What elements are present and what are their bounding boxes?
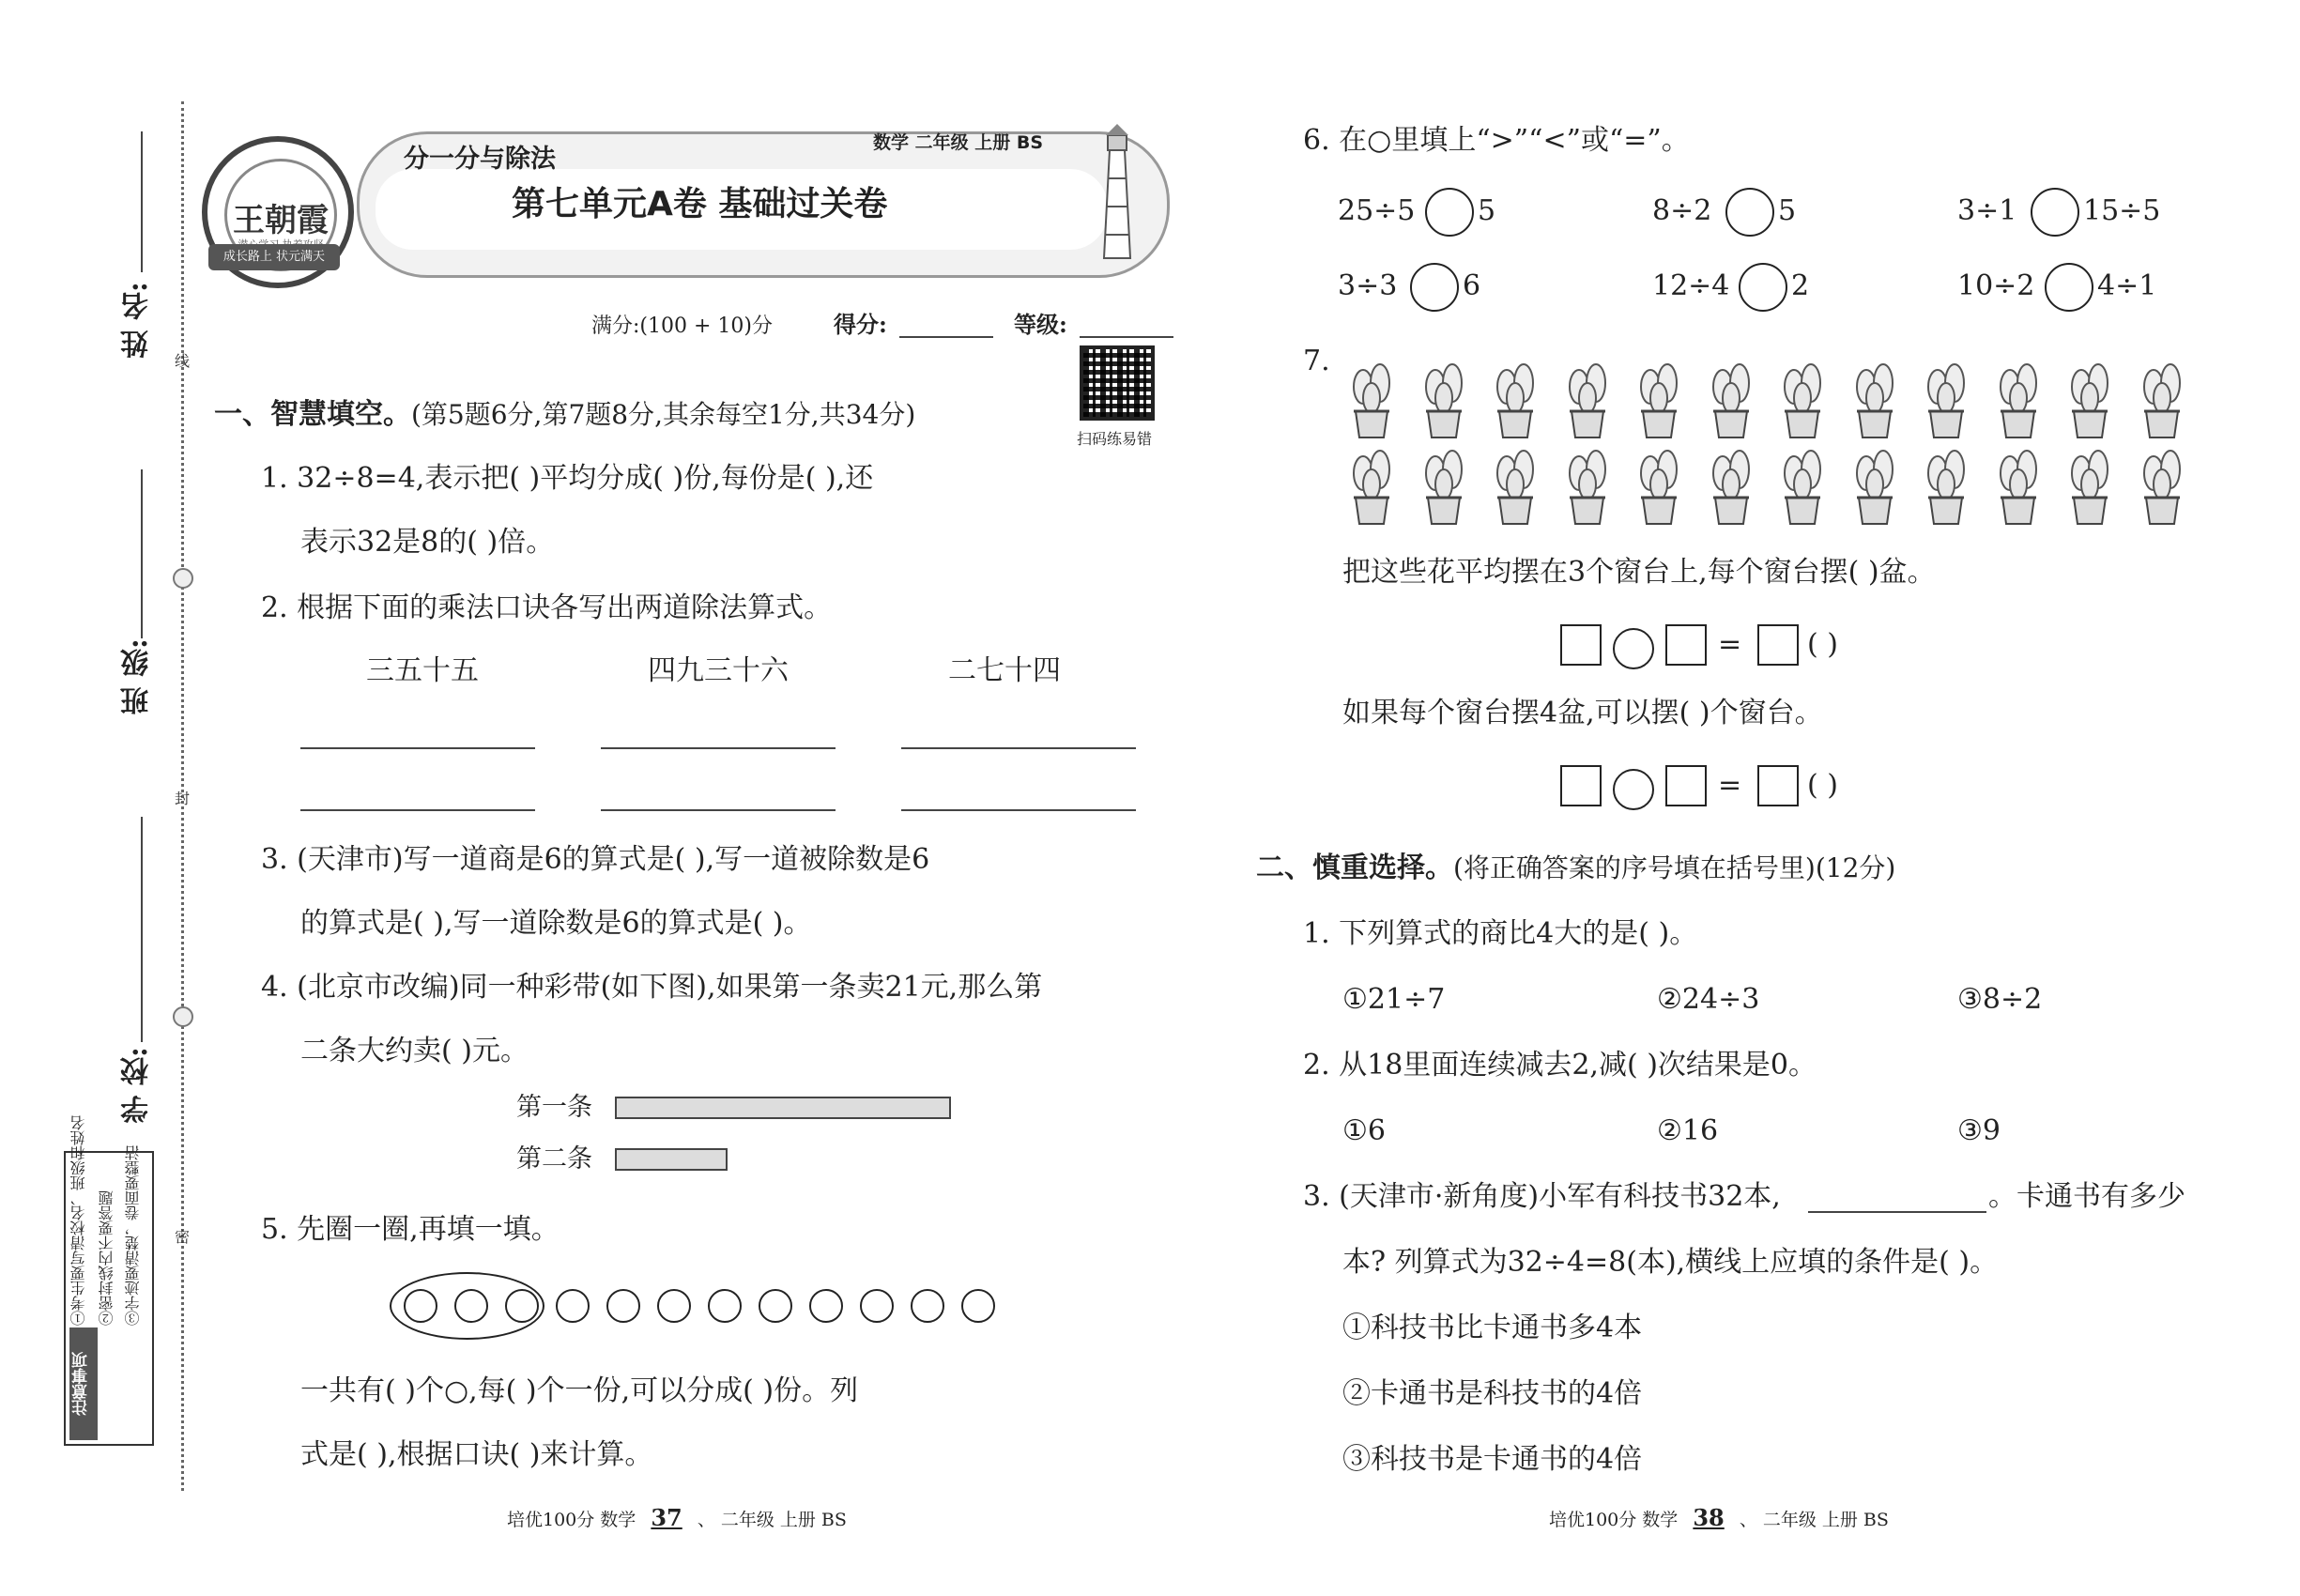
page-number-left: 37 [651, 1504, 682, 1531]
q6-r1-a-left: 25÷5 [1338, 194, 1416, 227]
answer-box[interactable] [1757, 624, 1799, 666]
s2-q1-opt2[interactable]: ②24÷3 [1657, 983, 1760, 1016]
cactus-pot-icon [1632, 443, 1686, 528]
section2-note: (将正确答案的序号填在括号里)(12分) [1453, 852, 1896, 883]
cut-mark-line: 线 [175, 352, 191, 370]
count-circle [505, 1289, 539, 1323]
s2-q1-opt3[interactable]: ③8÷2 [1957, 983, 2043, 1016]
q2-answer-line[interactable] [901, 809, 1136, 811]
q6-r2-b-right: 2 [1791, 269, 1810, 302]
binding-hole-icon [173, 1006, 193, 1027]
name-label: 姓 名: [121, 282, 154, 359]
equals-sign: = [1718, 769, 1742, 802]
equals-sign: = [1718, 628, 1742, 661]
cactus-pot-icon [1775, 443, 1830, 528]
count-circle [556, 1289, 590, 1323]
note-2: ②密封线内不要答题 [98, 1190, 115, 1326]
count-circle [860, 1289, 894, 1323]
notes-box [64, 1115, 154, 1446]
operator-circle[interactable] [1613, 628, 1654, 669]
s2-q1-opt1[interactable]: ①21÷7 [1342, 983, 1446, 1016]
ribbon2-label: 第二条 [516, 1144, 592, 1174]
note-1: ①考生要写清校名、班级和姓名 [69, 1115, 87, 1326]
s2-q3-line-a: 3. (天津市·新角度)小军有科技书32本, [1303, 1180, 1781, 1213]
answer-box[interactable] [1665, 624, 1707, 666]
count-circle [809, 1289, 843, 1323]
q1-line-b: 表示32是8的( )倍。 [300, 526, 555, 559]
s2-q2-opt2[interactable]: ②16 [1657, 1114, 1719, 1147]
grade-label: 等级: [1014, 311, 1067, 338]
q6-r1-b-left: 8÷2 [1652, 194, 1712, 227]
cactus-pot-icon [1775, 357, 1830, 441]
header-meta: 数学 二年级 上册 BS [873, 132, 1044, 153]
compare-circle[interactable] [1725, 188, 1774, 237]
full-score: 满分:(100 + 10)分 [591, 315, 773, 338]
compare-circle[interactable] [1410, 263, 1459, 312]
count-circle [606, 1289, 640, 1323]
school-label: 学 校: [121, 1047, 154, 1124]
q1-line-a: 1. 32÷8=4,表示把( )平均分成( )份,每份是( ),还 [261, 462, 874, 495]
q2-answer-line[interactable] [901, 747, 1136, 749]
name-underline [141, 131, 143, 272]
s2-q3-blank[interactable] [1808, 1211, 1986, 1213]
cactus-pot-icon [1919, 357, 1973, 441]
cactus-pot-icon [1488, 443, 1542, 528]
q2-answer-line[interactable] [300, 809, 535, 811]
q6-r1-a-right: 5 [1478, 194, 1496, 227]
q6-r2-a-left: 3÷3 [1338, 269, 1398, 302]
compare-circle[interactable] [1739, 263, 1787, 312]
binding-hole-icon [173, 568, 193, 589]
cactus-pot-icon [1560, 443, 1615, 528]
cactus-pot-icon [1704, 357, 1758, 441]
ribbon-1 [615, 1097, 951, 1119]
q5-line-a: 一共有( )个○,每( )个一份,可以分成( )份。列 [300, 1374, 859, 1407]
q6-r2-c-left: 10÷2 [1957, 269, 2035, 302]
ribbon1-label: 第一条 [516, 1093, 592, 1122]
footer-left [507, 1504, 847, 1531]
q2-answer-line[interactable] [300, 747, 535, 749]
unit-topic: 分一分与除法 [404, 145, 556, 174]
q4-line-a: 4. (北京市改编)同一种彩带(如下图),如果第一条卖21元,那么第 [261, 971, 1043, 1004]
cactus-pot-icon [1560, 357, 1615, 441]
count-circle [708, 1289, 742, 1323]
section2-title: 二、慎重选择。 [1256, 852, 1453, 884]
cactus-pot-icon [1417, 357, 1471, 441]
q6-title: 6. 在○里填上“>”“<”或“=”。 [1303, 124, 1690, 157]
page-number-right: 38 [1693, 1504, 1725, 1531]
cactus-pot-icon [2062, 443, 2117, 528]
s2-q2-opt3[interactable]: ③9 [1957, 1114, 2001, 1147]
score-label: 得分: [834, 311, 887, 338]
class-label: 班 级: [121, 638, 154, 715]
cactus-pot-icon [1991, 443, 2046, 528]
cactus-pot-icon [1848, 357, 1902, 441]
school-underline [141, 817, 143, 1042]
s2-q3-opt3[interactable]: ③科技书是卡通书的4倍 [1342, 1443, 1643, 1476]
score-blank[interactable] [899, 336, 993, 338]
logo-ribbon: 成长路上 状元满天 [208, 244, 340, 270]
cactus-pot-icon [1991, 357, 2046, 441]
section1-title: 一、智慧填空。 [214, 398, 411, 431]
page-title: 第七单元A卷 基础过关卷 [512, 185, 888, 223]
cactus-pot-icon [2135, 357, 2189, 441]
q2-item-3: 二七十四 [948, 654, 1061, 687]
cactus-pot-icon [1344, 357, 1399, 441]
answer-box[interactable] [1665, 765, 1707, 806]
grade-blank[interactable] [1080, 336, 1173, 338]
count-circle [657, 1289, 691, 1323]
q6-r2-c-right: 4÷1 [2097, 269, 2157, 302]
q6-r1-c-right: 15÷5 [2083, 194, 2161, 227]
s2-q3-opt2[interactable]: ②卡通书是科技书的4倍 [1342, 1377, 1643, 1410]
footer-right-b: 、 二年级 上册 BS [1739, 1510, 1889, 1530]
cut-mark-secret: 密 [175, 1228, 191, 1246]
cut-mark-seal: 封 [175, 790, 191, 807]
s2-q3-opt1[interactable]: ①科技书比卡通书多4本 [1342, 1312, 1643, 1344]
q5-text: 5. 先圈一圈,再填一填。 [261, 1213, 560, 1246]
q2-item-2: 四九三十六 [648, 654, 789, 687]
footer-right [1549, 1504, 1889, 1531]
answer-box[interactable] [1560, 624, 1602, 666]
s2-q1: 1. 下列算式的商比4大的是( )。 [1303, 917, 1698, 950]
q6-r1-b-right: 5 [1778, 194, 1797, 227]
cactus-pot-icon [1848, 443, 1902, 528]
q6-r2-b-left: 12÷4 [1652, 269, 1730, 302]
q6-r2-a-right: 6 [1463, 269, 1481, 302]
logo-text: 王朝霞 [233, 202, 329, 239]
q2-item-1: 三五十五 [366, 654, 479, 687]
class-underline [141, 469, 143, 638]
cactus-pot-icon [1344, 443, 1399, 528]
ribbon-2 [615, 1148, 728, 1171]
count-circle [454, 1289, 488, 1323]
operator-circle[interactable] [1613, 769, 1654, 810]
q2-answer-line[interactable] [601, 747, 836, 749]
count-circle [961, 1289, 995, 1323]
cactus-pot-icon [1417, 443, 1471, 528]
s2-q2: 2. 从18里面连续减去2,减( )次结果是0。 [1303, 1049, 1817, 1082]
q5-line-b: 式是( ),根据口诀( )来计算。 [300, 1438, 653, 1471]
q4-line-b: 二条大约卖( )元。 [300, 1035, 529, 1067]
compare-circle[interactable] [2031, 188, 2079, 237]
q3-line-a: 3. (天津市)写一道商是6的算式是( ),写一道被除数是6 [261, 843, 930, 876]
q3-line-b: 的算式是( ),写一道除数是6的算式是( )。 [300, 907, 812, 940]
answer-box[interactable] [1757, 765, 1799, 806]
s2-q3-line-b: 本? 列算式为32÷4=8(本),横线上应填的条件是( )。 [1342, 1246, 1999, 1279]
unit-paren: ( ) [1807, 769, 1838, 802]
section1-note: (第5题6分,第7题8分,其余每空1分,共34分) [411, 399, 916, 430]
s2-q3-line-a2: 。卡通书有多少 [1988, 1180, 2185, 1213]
q7-number: 7. [1303, 345, 1330, 377]
qr-code[interactable] [1080, 345, 1155, 421]
cactus-pot-icon [2062, 357, 2117, 441]
q2-answer-line[interactable] [601, 809, 836, 811]
s2-q2-opt1[interactable]: ①6 [1342, 1114, 1386, 1147]
qr-caption: 扫码练易错 [1077, 430, 1153, 448]
cactus-pot-icon [1632, 357, 1686, 441]
compare-circle[interactable] [2045, 263, 2093, 312]
count-circle [911, 1289, 944, 1323]
cactus-pot-icon [1704, 443, 1758, 528]
q2-text: 2. 根据下面的乘法口诀各写出两道除法算式。 [261, 591, 833, 624]
count-circle [404, 1289, 437, 1323]
footer-left-a: 培优100分 数学 [507, 1510, 636, 1530]
cactus-pot-icon [1488, 357, 1542, 441]
q6-r1-c-left: 3÷1 [1957, 194, 2017, 227]
answer-box[interactable] [1560, 765, 1602, 806]
compare-circle[interactable] [1425, 188, 1474, 237]
q7-text-b: 如果每个窗台摆4盆,可以摆( )个窗台。 [1342, 697, 1823, 729]
count-circle [759, 1289, 792, 1323]
unit-paren: ( ) [1807, 628, 1838, 661]
cactus-pot-icon [1919, 443, 1973, 528]
cactus-pot-icon [2135, 443, 2189, 528]
notes-title: 注意事项 [69, 1327, 98, 1440]
footer-right-a: 培优100分 数学 [1549, 1510, 1679, 1530]
lighthouse-icon [1089, 122, 1145, 263]
note-3: ③字迹要清楚，卷面要整洁 [124, 1145, 142, 1326]
q7-text-a: 把这些花平均摆在3个窗台上,每个窗台摆( )盆。 [1342, 556, 1936, 589]
footer-left-b: 、 二年级 上册 BS [697, 1510, 847, 1530]
